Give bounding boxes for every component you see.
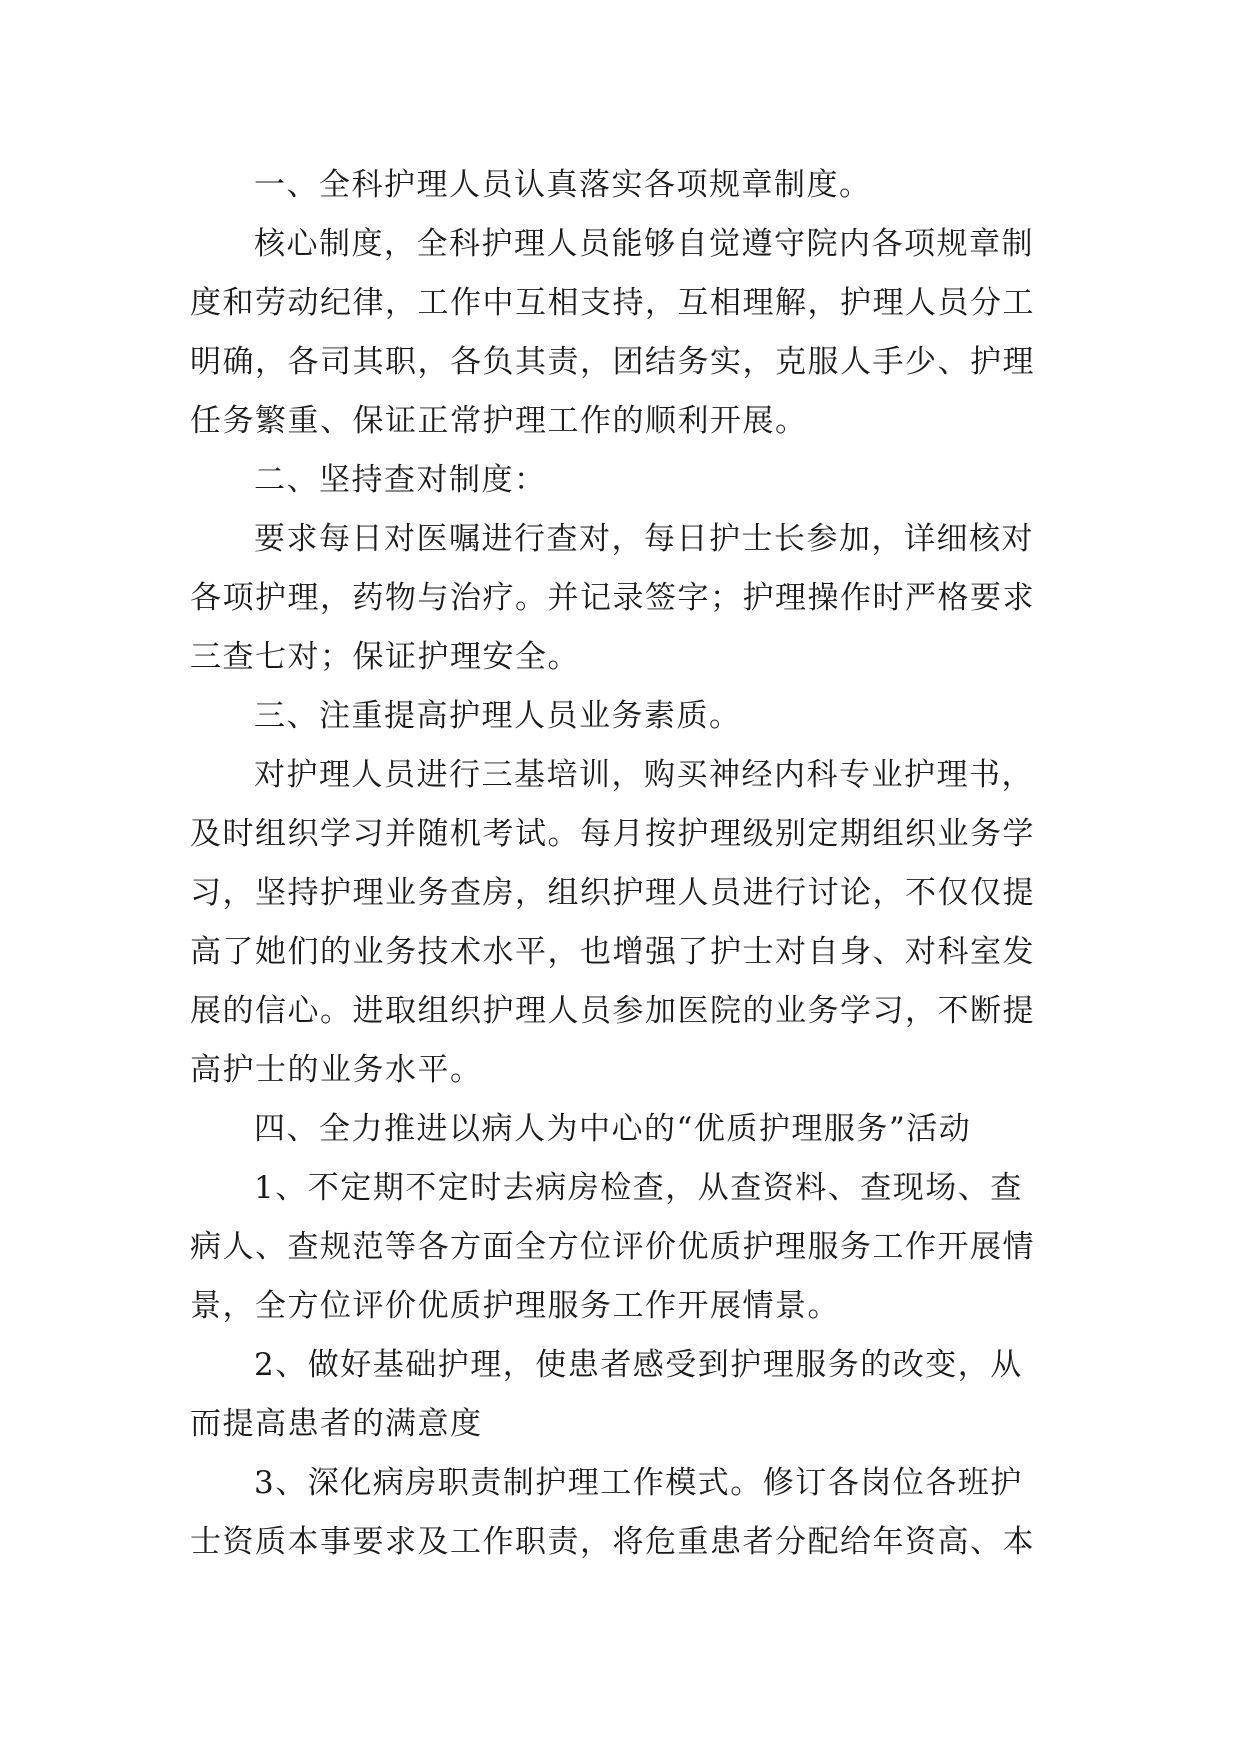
text-line: 病人、查规范等各方面全方位评价优质护理服务工作开展情: [190, 1229, 1035, 1265]
text-line: 1、不定期不定时去病房检查，从查资料、查现场、查: [254, 1170, 1023, 1206]
text-line: 而提高患者的满意度: [190, 1406, 483, 1442]
text-line: 一、全科护理人员认真落实各项规章制度。: [254, 167, 872, 203]
text-line: 二、坚持查对制度：: [254, 462, 547, 498]
text-line: 四、全力推进以病人为中心的“优质护理服务”活动: [254, 1111, 972, 1147]
text-line: 展的信心。进取组织护理人员参加医院的业务学习，不断提: [190, 993, 1035, 1029]
text-line: 要求每日对医嘱进行查对，每日护士长参加，详细核对: [254, 521, 1034, 557]
text-line: 三、注重提高护理人员业务素质。: [254, 698, 742, 734]
text-line: 2、做好基础护理，使患者感受到护理服务的改变，从: [254, 1347, 1023, 1383]
text-line: 任务繁重、保证正常护理工作的顺利开展。: [190, 403, 808, 439]
text-line: 三查七对；保证护理安全。: [190, 639, 580, 675]
text-line: 度和劳动纪律，工作中互相支持，互相理解，护理人员分工: [190, 285, 1035, 321]
text-line: 景，全方位评价优质护理服务工作开展情景。: [190, 1288, 840, 1324]
text-line: 核心制度，全科护理人员能够自觉遵守院内各项规章制: [254, 226, 1034, 262]
text-line: 士资质本事要求及工作职责，将危重患者分配给年资高、本: [190, 1524, 1035, 1560]
text-line: 及时组织学习并随机考试。每月按护理级别定期组织业务学: [190, 816, 1035, 852]
text-line: 3、深化病房职责制护理工作模式。修订各岗位各班护: [254, 1465, 1023, 1501]
document-body: [190, 156, 1050, 1572]
text-line: 对护理人员进行三基培训，购买神经内科专业护理书，: [254, 757, 1034, 793]
text-line: 高护士的业务水平。: [190, 1052, 483, 1088]
text-line: 习，坚持护理业务查房，组织护理人员进行讨论，不仅仅提: [190, 875, 1035, 911]
text-line: 高了她们的业务技术水平，也增强了护士对自身、对科室发: [190, 934, 1035, 970]
text-line: 明确，各司其职，各负其责，团结务实，克服人手少、护理: [190, 344, 1035, 380]
text-line: 各项护理，药物与治疗。并记录签字；护理操作时严格要求: [190, 580, 1035, 616]
